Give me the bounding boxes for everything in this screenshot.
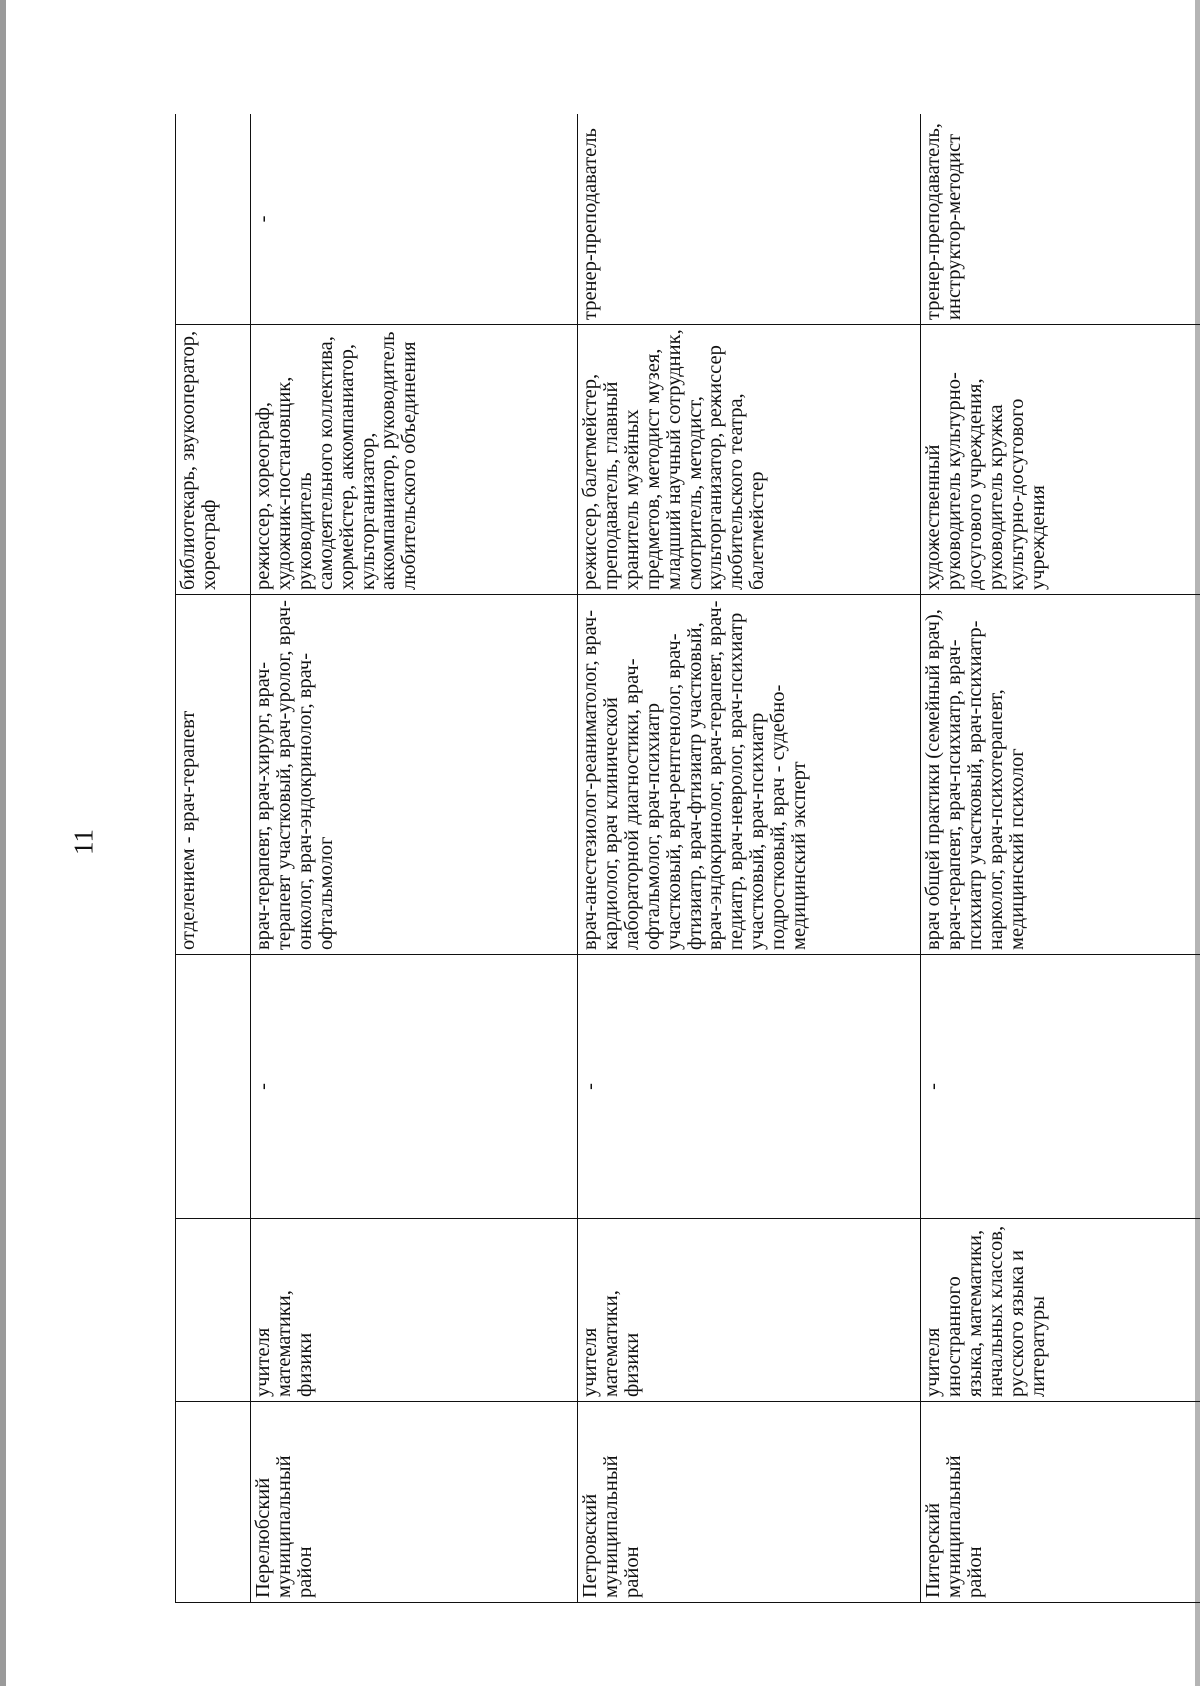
vacancy-table (175, 114, 1200, 1603)
district-cell (176, 1402, 251, 1603)
teachers-cell: учителя математики, физики (251, 1219, 578, 1402)
district-cell: Питерский муниципальный район (921, 1402, 1200, 1603)
teachers-cell (176, 1219, 251, 1402)
sport-cell (176, 114, 251, 325)
culture-cell: режиссер, хореограф, художник-постановщик, руководитель самодеятельного коллектива, хормейстер, аккомпаниатор, культорганизатор, аккомпаниатор, руководитель любительского объединения (251, 325, 578, 595)
sport-cell: тренер-преподаватель (578, 114, 921, 325)
document-page (175, 114, 1200, 1603)
culture-cell: художественный руководитель культурно-досугового учреждения, руководитель кружка культурно-досугового учреждения (921, 325, 1200, 595)
culture-cell: библиотекарь, звукооператор, хореограф (176, 325, 251, 595)
doctors-cell: врач общей практики (семейный врач), врач-терапевт, врач-психиатр, врач-психиатр участковый, врач-психиатр-нарколог, врач-психотерапевт, медицинский психолог (921, 595, 1200, 955)
district-cell: Петровский муниципальный район (578, 1402, 921, 1603)
page-number: 11 (68, 829, 99, 855)
teachers-cell: учителя иностранного языка, математики, начальных классов, русского языка и литературы (921, 1219, 1200, 1402)
empty-column-cell: - (921, 955, 1200, 1219)
sport-cell: - (251, 114, 578, 325)
table-row (921, 114, 1200, 1603)
table-row (176, 114, 251, 1603)
culture-cell: режиссер, балетмейстер, преподаватель, главный хранитель музейных предметов, методист музея, младший научный сотрудник, смотритель, методист, культорганизатор, режиссер любительского театра, балетмейстер (578, 325, 921, 595)
teachers-cell: учителя математики, физики (578, 1219, 921, 1402)
district-cell: Перелюбский муниципальный район (251, 1402, 578, 1603)
empty-column-cell: - (578, 955, 921, 1219)
rotated-table-container (175, 114, 1200, 1603)
doctors-cell: врач-терапевт, врач-хирург, врач-терапевт участковый, врач-уролог, врач-онколог, врач-эндокринолог, врач-офтальмолог (251, 595, 578, 955)
table-row (251, 114, 578, 1603)
empty-column-cell (176, 955, 251, 1219)
empty-column-cell: - (251, 955, 578, 1219)
table-row (578, 114, 921, 1603)
sport-cell: тренер-преподаватель, инструктор-методист (921, 114, 1200, 325)
doctors-cell: отделением - врач-терапевт (176, 595, 251, 955)
doctors-cell: врач-анестезиолог-реаниматолог, врач-кардиолог, врач клинической лабораторной диагностики, врач-офтальмолог, врач-психиатр участковый, врач-рентгенолог, врач-фтизиатр, врач-фтизиатр участковый, врач-эндокринолог, врач-терапевт, врач-педиатр, врач-невролог, врач-психиатр участковый, врач-психиатр подростковый, врач - судебно-медицинский эксперт (578, 595, 921, 955)
scan-edge-left (0, 0, 6, 1686)
